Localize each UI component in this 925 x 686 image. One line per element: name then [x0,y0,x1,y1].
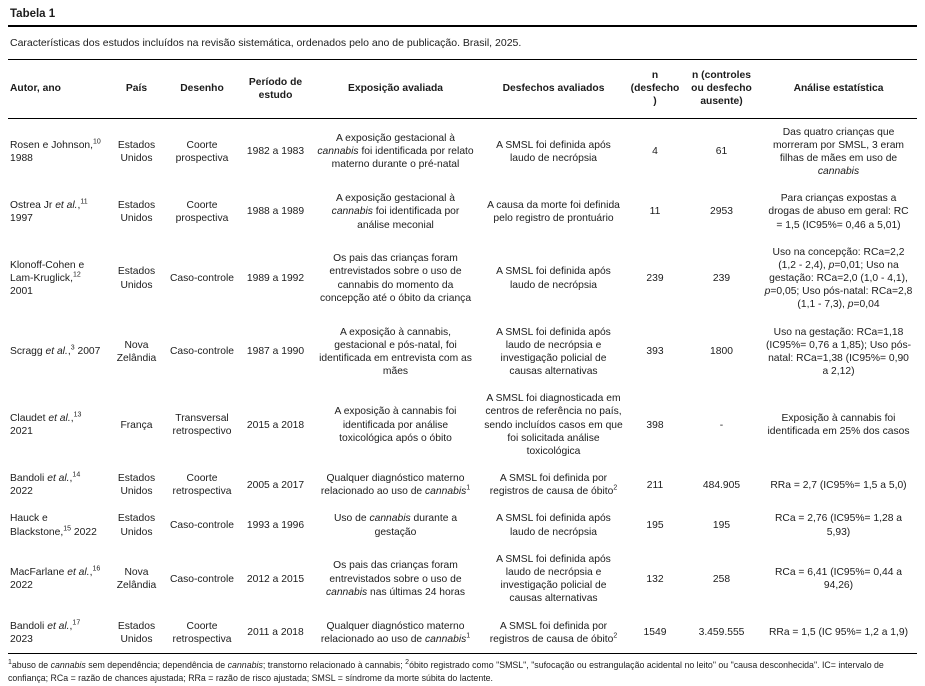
cell-pais: Estados Unidos [117,139,156,164]
cell-exposicao-avaliada: A exposição gestacional à cannabis foi identificada por análise meconial [331,193,460,231]
table-row [8,319,917,386]
col-header-desenho: Desenho [164,60,240,118]
cell-autor-ano: Bandoli et al.,$^{14}$ 2022 [10,471,81,498]
col-header-n-desfecho: n (desfecho) [627,60,683,118]
table-caption: Características dos estudos incluídos na revisão sistemática, ordenados pelo ano de publicação. Brasil, 2025. [8,27,917,60]
cell-desenho: Caso-controle [169,573,235,585]
cell-n-controles: 1800 [710,346,733,358]
col-header-pais: País [109,60,164,118]
cell-periodo-estudo: 1988 a 1989 [246,206,305,218]
cell-exposicao-avaliada: Qualquer diagnóstico materno relacionado ao uso de cannabis$^1$ [320,620,471,645]
header-row [8,60,917,118]
cell-desfechos-avaliados: A SMSL foi definida por registros de causa de óbito$^2$ [489,473,618,498]
table-row [8,185,917,239]
cell-n-desfecho: 211 [646,479,664,491]
cell-exposicao-avaliada: Os pais das crianças foram entrevistados sobre o uso de cannabis do momento da concepção até o óbito da criança [319,253,472,304]
table-row [8,613,917,654]
cell-pais: Estados Unidos [117,620,156,645]
table-header [8,60,917,118]
table-row [8,505,917,545]
cell-periodo-estudo: 2005 a 2017 [246,479,305,491]
cell-desfechos-avaliados: A causa da morte foi definida pelo registro de prontuário [487,199,620,224]
cell-n-desfecho: 132 [646,573,664,585]
cell-analise-estatistica: Para crianças expostas a drogas de abuso em geral: RC = 1,5 (IC95%= 0,46 a 5,01) [768,193,909,231]
cell-n-desfecho: 393 [646,346,664,358]
cell-pais: Estados Unidos [117,513,156,538]
cell-analise-estatistica: RRa = 2,7 (IC95%= 1,5 a 5,0) [770,479,907,491]
cell-desenho: Caso-controle [169,520,235,532]
table-figure [8,4,917,686]
cell-desfechos-avaliados: A SMSL foi definida após laudo de necrópsia [496,266,611,291]
cell-pais: Estados Unidos [117,266,156,291]
cell-autor-ano: Hauck e Blackstone,$^{15}$ 2022 [10,513,97,538]
col-header-exposicao-avaliada: Exposição avaliada [311,60,480,118]
cell-autor-ano: Bandoli et al.,$^{17}$ 2023 [10,619,81,645]
cell-pais: Nova Zelândia [116,566,157,592]
cell-pais: Estados Unidos [117,199,156,224]
table-footnote: $^1$abuso de cannabis sem dependência; dependência de cannabis; transtorno relacionado à cannabis; $^2$óbito registrado como "SMSL", "sufocação ou estrangulação acidental no leito" ou "causa desconhecida". IC= intervalo de confiança; RCa = razão de chances ajustada; RRa = razão de risco ajustada; SMSL = síndrome da morte súbita do lactente. [8,658,884,684]
cell-n-controles: 61 [715,146,728,158]
table-row [8,546,917,613]
table-label: Tabela 1 [8,4,917,27]
cell-desenho: Caso-controle [169,273,235,285]
cell-exposicao-avaliada: A exposição à cannabis, gestacional e pós-natal, foi identificada em entrevista com as mães [319,326,472,378]
cell-desfechos-avaliados: A SMSL foi definida após laudo de necrópsia e investigação policial de causas alternativas [496,553,611,605]
table-row [8,239,917,319]
cell-periodo-estudo: 1987 a 1990 [246,346,305,358]
cell-periodo-estudo: 1993 a 1996 [246,520,305,532]
cell-periodo-estudo: 2015 a 2018 [246,419,305,431]
cell-desenho: Coorte prospectiva [175,139,229,164]
cell-analise-estatistica: RCa = 2,76 (IC95%= 1,28 a 5,93) [774,513,903,538]
col-header-analise-estatistica: Análise estatística [760,60,917,118]
cell-analise-estatistica: RRa = 1,5 (IC 95%= 1,2 a 1,9) [768,627,909,639]
cell-desenho: Caso-controle [169,346,235,358]
cell-desenho: Coorte retrospectiva [172,473,232,498]
cell-n-desfecho: 1549 [643,627,667,639]
cell-n-controles: 195 [712,520,731,532]
cell-autor-ano: Claudet et al.,$^{13}$ 2021 [10,411,82,438]
cell-exposicao-avaliada: A exposição gestacional à cannabis foi identificada por relato materno durante o pré-natal [317,133,474,171]
cell-n-desfecho: 398 [646,419,664,431]
cell-periodo-estudo: 1982 a 1983 [246,146,305,158]
table-row [8,118,917,185]
cell-pais: França [120,419,153,431]
cell-n-desfecho: 195 [646,520,664,532]
cell-n-desfecho: 239 [646,273,664,285]
cell-n-controles: 258 [712,573,731,585]
cell-exposicao-avaliada: Os pais das crianças foram entrevistados sobre o uso de cannabis nas últimas 24 horas [325,560,466,598]
cell-periodo-estudo: 1989 a 1992 [246,273,305,285]
cell-desfechos-avaliados: A SMSL foi definida após laudo de necrópsia e investigação policial de causas alternativas [496,326,611,378]
cell-n-controles: 2953 [710,206,733,218]
col-header-periodo-estudo: Período de estudo [240,60,311,118]
cell-analise-estatistica: Exposição à cannabis foi identificada em 25% dos casos [767,413,910,438]
cell-pais: Estados Unidos [117,473,156,498]
cell-periodo-estudo: 2011 a 2018 [247,627,304,639]
cell-desfechos-avaliados: A SMSL foi definida após laudo de necrópsia [496,513,611,538]
cell-periodo-estudo: 2012 a 2015 [246,573,305,585]
cell-autor-ano: Ostrea Jr et al.,$^{11}$ 1997 [10,198,88,224]
cell-desenho: Transversal retrospectivo [172,413,232,438]
table-row [8,465,917,505]
cell-n-desfecho: 4 [652,146,658,158]
cell-desenho: Coorte retrospectiva [172,620,232,645]
cell-autor-ano: Rosen e Johnson,$^{10}$ 1988 [10,138,101,164]
cell-analise-estatistica: Das quatro crianças que morreram por SMSL, 3 eram filhas de mães em uso de cannabis [772,126,905,178]
col-header-n-controles: n (controles ou desfecho ausente) [683,60,760,118]
cell-desenho: Coorte prospectiva [175,199,229,224]
col-header-autor-ano: Autor, ano [8,60,109,118]
cell-exposicao-avaliada: Uso de cannabis durante a gestação [333,513,458,538]
cell-analise-estatistica: Uso na concepção: RCa=2,2 (1,2 - 2,4), p=0,01; Uso na gestação: RCa=2,0 (1,0 - 4,1), p=0,05; Uso pós-natal: RCa=2,8 (1,1 - 7,3), p=0,04 [764,246,913,311]
cell-autor-ano: Scragg et al.,$^3$ 2007 [10,344,101,358]
studies-table [8,60,917,654]
table-body [8,118,917,653]
cell-desfechos-avaliados: A SMSL foi diagnosticada em centros de referência no país, sendo incluídos casos em que foi solicitada análise toxicológica [484,393,623,457]
cell-autor-ano: Klonoff-Cohen e Lam-Kruglick,$^{12}$ 2001 [10,259,85,298]
cell-n-controles: 484.905 [702,479,741,491]
col-header-desfechos-avaliados: Desfechos avaliados [480,60,627,118]
cell-desfechos-avaliados: A SMSL foi definida após laudo de necrópsia [496,139,611,164]
cell-n-controles: 239 [712,273,731,285]
cell-analise-estatistica: RCa = 6,41 (IC95%= 0,44 a 94,26) [774,566,903,592]
cell-n-desfecho: 11 [649,206,661,218]
cell-exposicao-avaliada: Qualquer diagnóstico materno relacionado ao uso de cannabis$^1$ [320,473,471,498]
cell-n-controles: 3.459.555 [698,627,745,639]
cell-analise-estatistica: Uso na gestação: RCa=1,18 (IC95%= 0,76 a 1,85); Uso pós-natal: RCa=1,38 (IC95%= 0,90 a 2,12) [765,326,912,378]
cell-exposicao-avaliada: A exposição à cannabis foi identificada por análise toxicológica após o óbito [334,406,457,444]
cell-desfechos-avaliados: A SMSL foi definida por registros de causa de óbito$^2$ [489,620,618,645]
table-row [8,385,917,465]
cell-autor-ano: MacFarlane et al.,$^{16}$ 2022 [10,565,101,592]
cell-n-controles: - [719,419,724,431]
cell-pais: Nova Zelândia [116,339,157,364]
